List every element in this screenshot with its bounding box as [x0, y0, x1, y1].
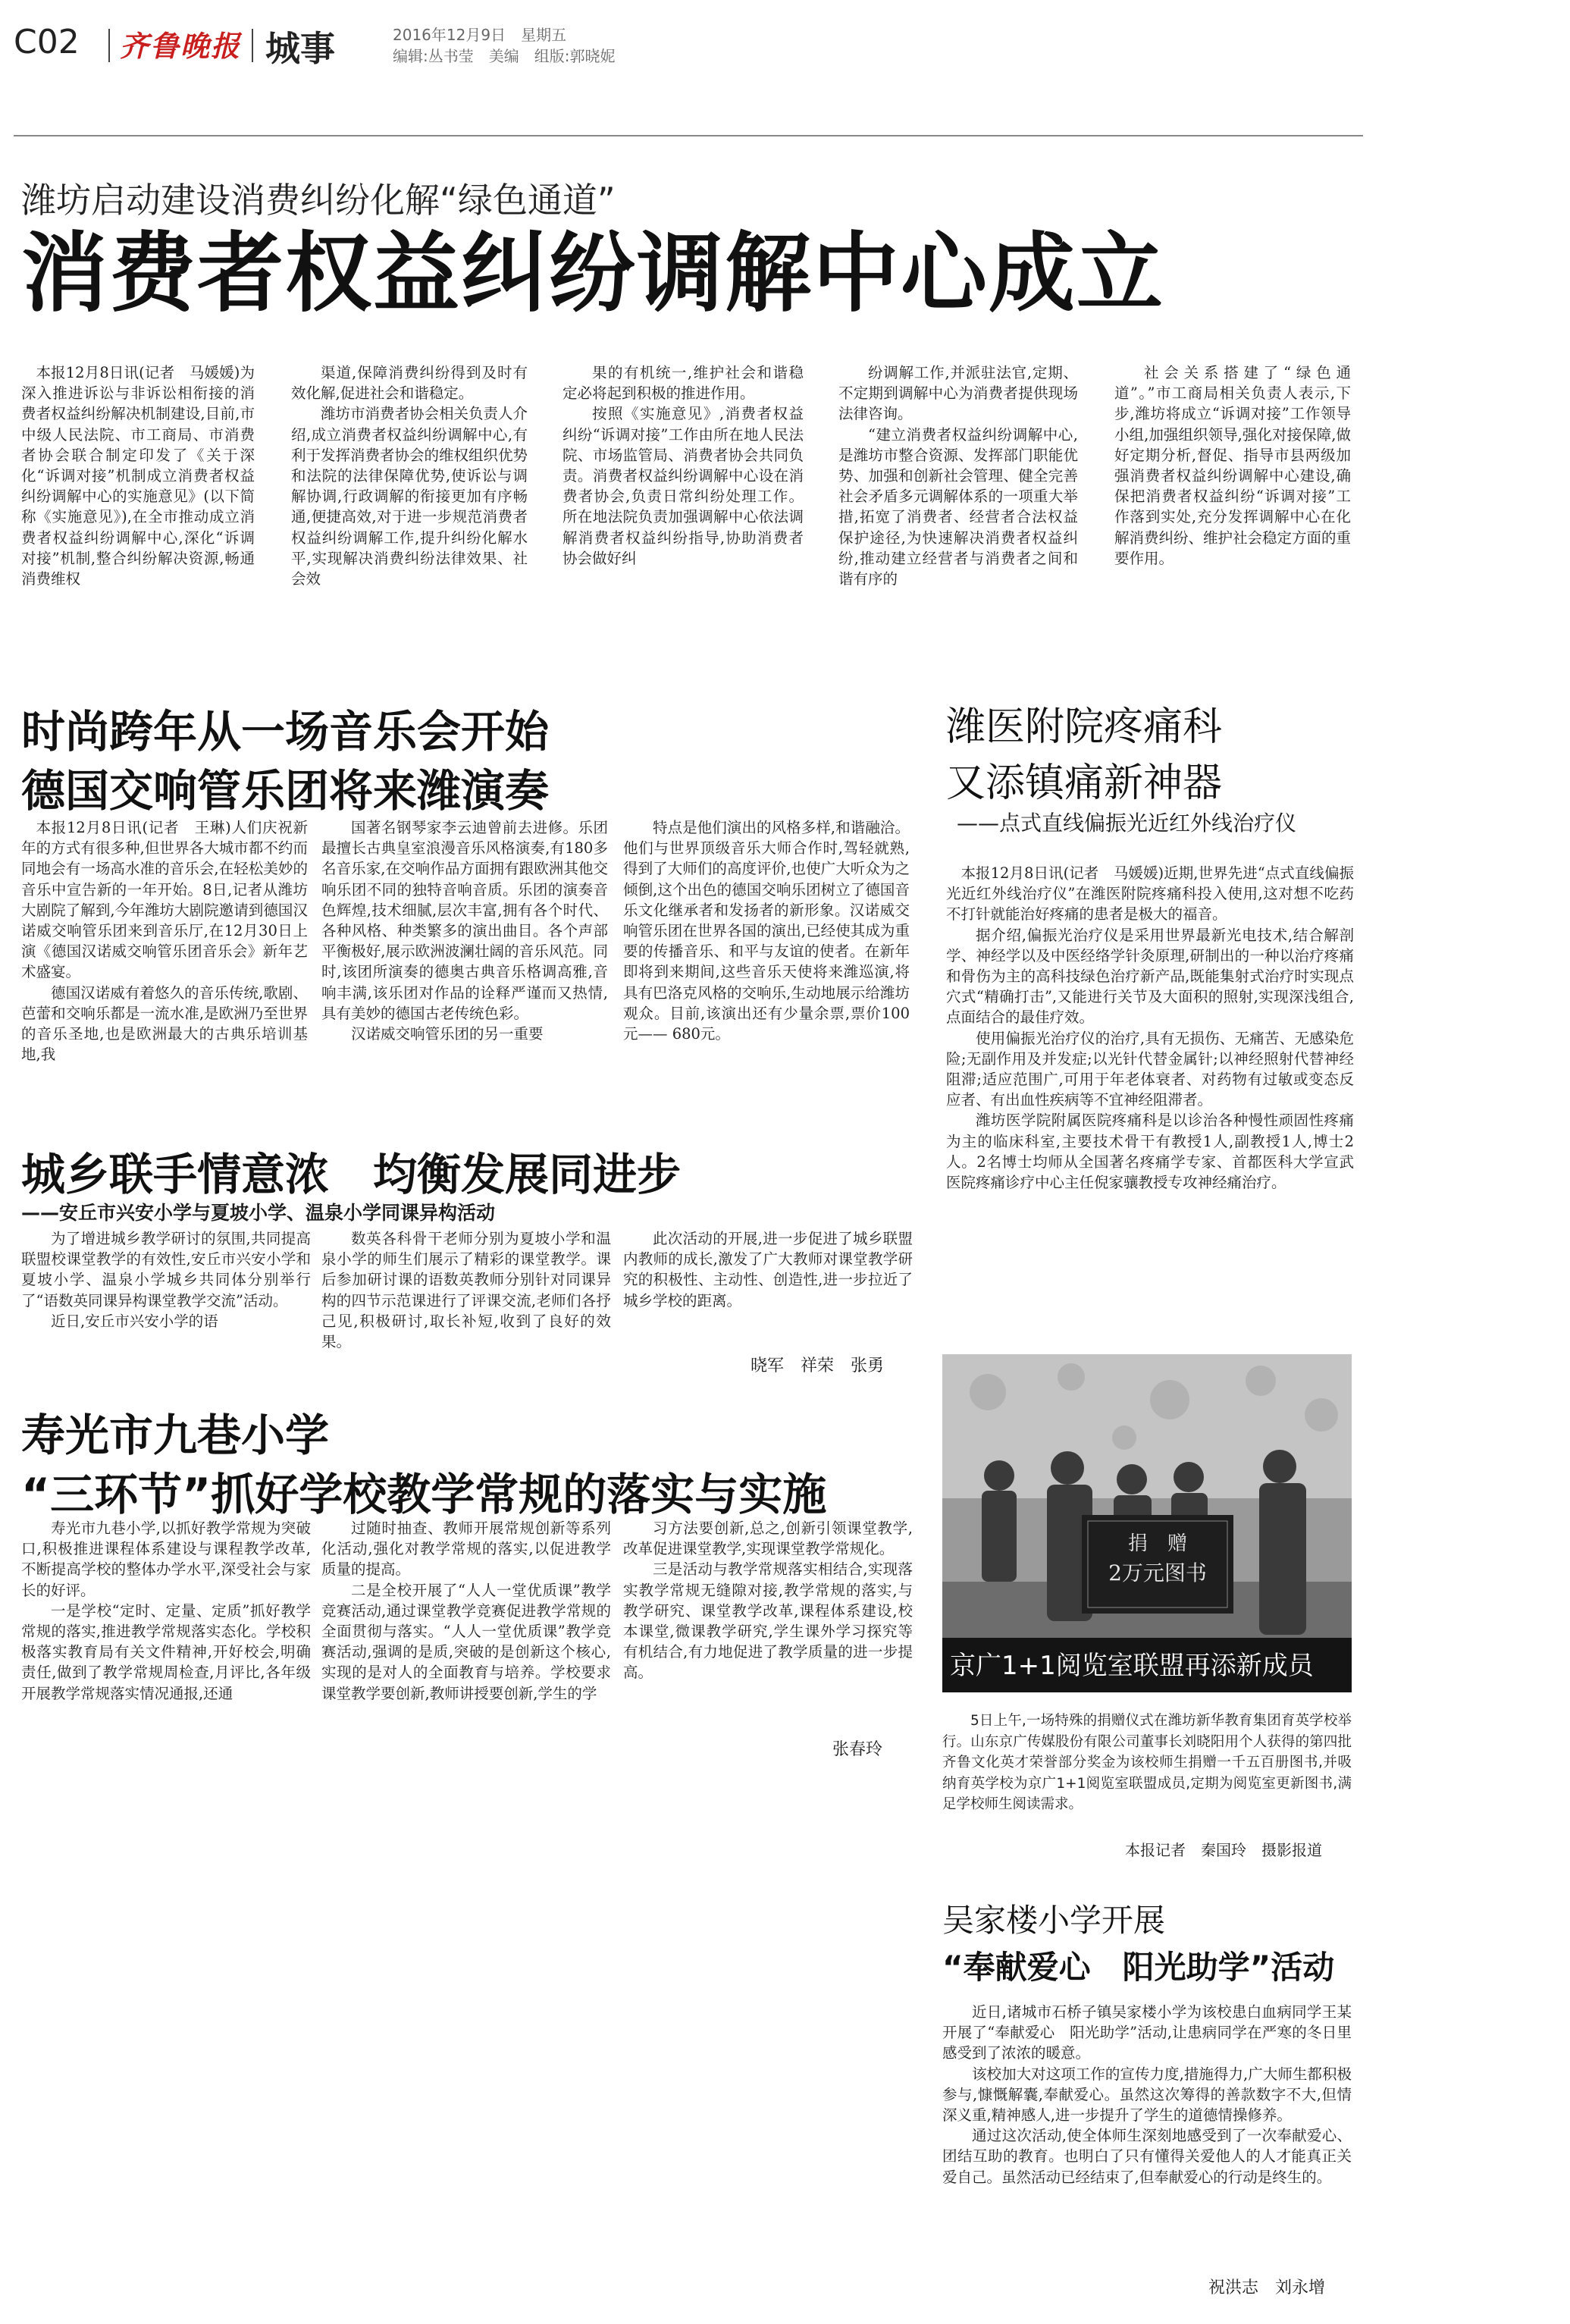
paragraph: 二是全校开展了“人人一堂优质课”教学竞赛活动,通过课堂教学竞赛促进教学常规的全面贯彻与落实。“人人一堂优质课”教学竞赛活动,强调的是质,突破的是创新这个核心,实现的是对人的全面教育与培养。学校要求课堂教学要创新,教师讲授要创新,学生的学: [321, 1581, 611, 1702]
paragraph: 汉诺威交响管乐团的另一重要: [351, 1025, 544, 1043]
sign-line-1: 捐 赠: [1127, 1532, 1188, 1555]
paragraph: 此次活动的开展,进一步促进了城乡联盟内教师的成长,激发了广大教师对课堂教学研究的积极性、主动性、创造性,进一步拉近了城乡学校的距离。: [623, 1230, 913, 1309]
a5-title-2: “三环节”抓好学校教学常规的落实与实施: [21, 1469, 827, 1520]
masthead-divider-2: [252, 29, 253, 62]
a3-title: 又添镇痛新神器: [946, 761, 1223, 806]
a1-col-2: [291, 362, 528, 635]
a2-title-2: 德国交响管乐团将来潍演奏: [21, 765, 550, 817]
a5-col-3: [623, 1518, 913, 1723]
a4-col-1: [21, 1228, 311, 1399]
a4-col-2: [321, 1228, 611, 1399]
paragraph: 习方法要创新,总之,创新引领课堂教学,改革促进课堂教学,实现课堂教学常规化。: [623, 1520, 913, 1558]
paragraph: 三是活动与教学常规落实相结合,实现落实教学常规无缝隙对接,教学常规的落实,与教学研究、课堂教学改革,课程体系建设,校本课堂,微课教学研究,学生课外学习探究等有机结合,有力地促进了教学质量的进一步提高。: [623, 1560, 913, 1682]
a4-byline: 晓军 祥荣 张勇: [751, 1356, 885, 1375]
a3-subtitle: ——点式直线偏振光近红外线治疗仪: [957, 811, 1297, 836]
a2-col-2: [321, 817, 608, 1128]
a3-kicker: 潍医附院疼痛科: [946, 704, 1223, 750]
masthead-divider: [108, 29, 110, 62]
a1-col-5: [1114, 362, 1351, 635]
issue-date: 2016年12月9日 星期五: [393, 26, 567, 44]
a4-col-3: [623, 1228, 913, 1350]
paragraph: 本报12月8日讯(记者 马媛媛)为深入推进诉讼与非诉讼相衔接的消费者权益纠纷解决机制建设,目前,市中级人民法院、市工商局、市消费者协会联合制定印发了《关于深化“诉调对接”机制成立消费者权益纠纷调解中心的实施意见》(以下简称《实施意见》),在全市推动成立消费者权益纠纷调解中心,深化“诉调对接”机制,整合纠纷解决资源,畅通消费维权: [21, 364, 255, 588]
paragraph: “建立消费者权益纠纷调解中心,是潍坊市整合资源、发挥部门职能优势、加强和创新社会管理、健全完善社会矛盾多元调解体系的一项重大举措,拓宽了消费者、经营者合法权益保护途径,为快速解决消费者权益纠纷,推动建立经营者与消费者之间和谐有序的: [838, 425, 1078, 588]
a3-body: [946, 863, 1354, 1348]
paragraph: 潍坊医学院附属医院疼痛科是以诊治各种慢性顽固性疼痛为主的临床科室,主要技术骨干有教授1人,副教授1人,博士2人。2名博士均师从全国著名疼痛学专家、首都医科大学宣武医院疼痛诊疗中心主任倪家骧教授专攻神经痛治疗。: [946, 1112, 1354, 1192]
a5-col-2: [321, 1518, 611, 1768]
donation-photo: [942, 1354, 1352, 1692]
a4-title: 城乡联手情意浓 均衡发展同进步: [21, 1149, 682, 1200]
a2-col-1: [21, 817, 308, 1128]
editor-credits: 编辑:丛书莹 美编 组版:郭晓妮: [393, 47, 616, 65]
page-number: C02: [14, 23, 80, 61]
a5-byline: 张春玲: [832, 1740, 883, 1759]
paragraph: 潍坊市消费者协会相关负责人介绍,成立消费者权益纠纷调解中心,有利于发挥消费者协会的维权组织优势和法院的法律保障优势,使诉讼与调解协调,行政调解的衔接更加有序畅通,便捷高效,对于进一步规范消费者权益纠纷调解工作,提升纠纷化解水平,实现解决消费纠纷法律效果、社会效: [291, 405, 528, 588]
a1-kicker: 潍坊启动建设消费纠纷化解“绿色通道”: [21, 180, 616, 221]
paragraph: 该校加大对这项工作的宣传力度,措施得力,广大师生都积极参与,慷慨解囊,奉献爱心。虽然这次筹得的善款数字不大,但情深义重,精神感人,进一步提升了学生的道德情操修养。: [942, 2065, 1352, 2125]
paragraph: 特点是他们演出的风格多样,和谐融洽。他们与世界顶级音乐大师合作时,驾轻就熟,得到了大师们的高度评价,也使广大听众为之倾倒,这个出色的德国交响乐团树立了德国音乐文化继承者和发扬者的新形象。汉诺威交响管乐团在世界各国的演出,已经使其成为重要的传播音乐、和平与友谊的使者。在新年即将到来期间,这些音乐天使将来潍巡演,将具有巴洛克风格的交响乐,生动地展示给潍坊观众。目前,该演出还有少量余票,票价100元—— 680元。: [623, 819, 910, 1043]
photo-caption-title: 京广1+1阅览室联盟再添新成员: [950, 1651, 1314, 1681]
a6-body: [942, 2002, 1352, 2273]
a1-title: 消费者权益纠纷调解中心成立: [21, 223, 1165, 324]
paragraph: 德国汉诺威有着悠久的音乐传统,歌剧、芭蕾和交响乐都是一流水准,是欧洲乃至世界的音乐圣地,也是欧洲最大的古典乐培训基地,我: [21, 983, 308, 1064]
a5-col-1: [21, 1518, 311, 1768]
paragraph: 寿光市九巷小学,以抓好教学常规为突破口,积极推进课程体系建设与课程教学改革,不断提高学校的整体办学水平,深受社会与家长的好评。: [21, 1520, 311, 1599]
a1-col-1: [21, 362, 255, 635]
a1-col-4: [838, 362, 1078, 635]
paragraph: 纷调解工作,并派驻法官,定期、不定期到调解中心为消费者提供现场法律咨询。: [838, 364, 1078, 423]
a2-title-1: 时尚跨年从一场音乐会开始: [21, 706, 550, 757]
a6-title: “奉献爱心 阳光助学”活动: [942, 1949, 1335, 1986]
paragraph: 为了增进城乡教学研讨的氛围,共同提高联盟校课堂教学的有效性,安丘市兴安小学和夏坡小学、温泉小学城乡共同体分别举行了“语数英同课异构课堂教学交流”活动。: [21, 1230, 311, 1309]
a5-title-1: 寿光市九巷小学: [21, 1410, 330, 1461]
paragraph: 据介绍,偏振光治疗仪是采用世界最新光电技术,结合解剖学、神经学以及中医经络学针灸原理,研制出的一种以治疗疼痛和骨伤为主的高科技绿色治疗新产品,既能集射式治疗时实现点穴式“精确打击”,又能进行关节及大面积的照射,实现深浅组合,点面结合的最佳疗效。: [946, 926, 1354, 1027]
paragraph: 一是学校“定时、定量、定质”抓好教学常规的落实,推进教学常规落实态化。学校积极落实教育局有关文件精神,开好校会,明确责任,做到了教学常规周检查,月评比,各年级开展教学常规落实情况通报,还通: [21, 1601, 311, 1702]
sign-line-2: 2万元图书: [1108, 1560, 1207, 1585]
paragraph: 数英各科骨干老师分别为夏坡小学和温泉小学的师生们展示了精彩的课堂教学。课后参加研讨课的语数英教师分别针对同课异构的四节示范课进行了评课交流,老师们各抒己见,积极研讨,取长补短,收到了良好的效果。: [321, 1230, 611, 1351]
a6-kicker: 吴家楼小学开展: [942, 1902, 1166, 1939]
paragraph: 按照《实施意见》,消费者权益纠纷“诉调对接”工作由所在地人民法院、市场监管局、消费者协会共同负责。消费者权益纠纷调解中心设在消费者协会,负责日常纠纷处理工作。所在地法院负责加强调解中心依法调解消费者权益纠纷指导,协助消费者协会做好纠: [563, 405, 804, 567]
paragraph: 通过这次活动,使全体师生深刻地感受到了一次奉献爱心、团结互助的教育。也明白了只有懂得关爱他人的人才能真正关爱自己。虽然活动已经结束了,但奉献爱心的行动是终生的。: [942, 2127, 1352, 2186]
photo-caption: 5日上午,一场特殊的捐赠仪式在潍坊新华教育集团育英学校举行。山东京广传媒股份有限公司董事长刘晓阳用个人获得的第四批齐鲁文化英才荣誉部分奖金为该校师生捐赠一千五百册图书,并吸纳育英学校为京广1+1阅览室联盟成员,定期为阅览室更新图书,满足学校师生阅读需求。: [942, 1713, 1352, 1812]
paragraph: 社会关系搭建了“绿色通道”。”市工商局相关负责人表示,下步,潍坊将成立“诉调对接”工作领导小组,加强组织领导,强化对接保障,做好定期分析,督促、指导市县两级加强消费者权益纠纷调解中心建设,确保把消费者权益纠纷“诉调对接”工作落到实处,充分发挥调解中心在化解消费纠纷、维护社会稳定方面的重要作用。: [1114, 364, 1351, 567]
paper-logo: 齐鲁晚报: [120, 29, 242, 63]
paragraph: 近日,安丘市兴安小学的语: [51, 1312, 218, 1330]
paragraph: 过随时抽查、教师开展常规创新等系列化活动,强化对教学常规的落实,以促进教学质量的提高。: [321, 1520, 611, 1579]
paragraph: 本报12月8日讯(记者 马媛媛)近期,世界先进“点式直线偏振光近红外线治疗仪”在潍医附院疼痛科投入使用,这对想不吃药不打针就能治好疼痛的患者是极大的福音。: [946, 864, 1354, 924]
a4-subtitle: ——安丘市兴安小学与夏坡小学、温泉小学同课异构活动: [21, 1202, 496, 1224]
a6-byline: 祝洪志 刘永增: [1208, 2279, 1326, 2297]
a1-col-3: [563, 362, 804, 635]
paragraph: 近日,诸城市石桥子镇吴家楼小学为该校患白血病同学王某开展了“奉献爱心 阳光助学”活动,让患病同学在严寒的冬日里感受到了浓浓的暖意。: [942, 2003, 1352, 2062]
photo-credit: 本报记者 秦国玲 摄影报道: [1125, 1841, 1322, 1859]
paragraph: 渠道,保障消费纠纷得到及时有效化解,促进社会和谐稳定。: [291, 364, 528, 403]
header-rule: [14, 135, 1363, 136]
paragraph: 国著名钢琴家李云迪曾前去进修。乐团最擅长古典皇室浪漫音乐风格演奏,有180多名音乐家,在交响作品方面拥有跟欧洲其他交响乐团不同的独特音响音质。乐团的演奏音色辉煌,技术细腻,层次丰富,拥有各个时代、各种风格、种类繁多的演出曲目。各个声部平衡极好,展示欧洲波澜壮阔的音乐风范。同时,该团所演奏的德奥古典音乐格调高雅,音响丰满,该乐团对作品的诠释严谨而又热情,具有美妙的德国古老传统色彩。: [321, 819, 608, 1022]
paragraph: 果的有机统一,维护社会和谐稳定必将起到积极的推进作用。: [563, 364, 804, 403]
section-name: 城事: [265, 28, 335, 69]
a2-col-3: [623, 817, 910, 1128]
paragraph: 本报12月8日讯(记者 王琳)人们庆祝新年的方式有很多种,但世界各大城市都不约而同地会有一场高水准的音乐会,在轻松美妙的音乐中宣告新的一年开始。8日,记者从潍坊大剧院了解到,今年潍坊大剧院邀请到德国汉诺威交响管乐团来到音乐厅,在12月30日上演《德国汉诺威交响管乐团音乐会》新年艺术盛宴。: [21, 819, 308, 981]
paragraph: 使用偏振光治疗仪的治疗,具有无损伤、无痛苦、无感染危险;无副作用及并发症;以光针代替金属针;以神经照射代替神经阻滞;适应范围广,可用于年老体衰者、对药物有过敏或变态反应者、有出血性疾病等不宜神经阻滞者。: [946, 1029, 1354, 1109]
